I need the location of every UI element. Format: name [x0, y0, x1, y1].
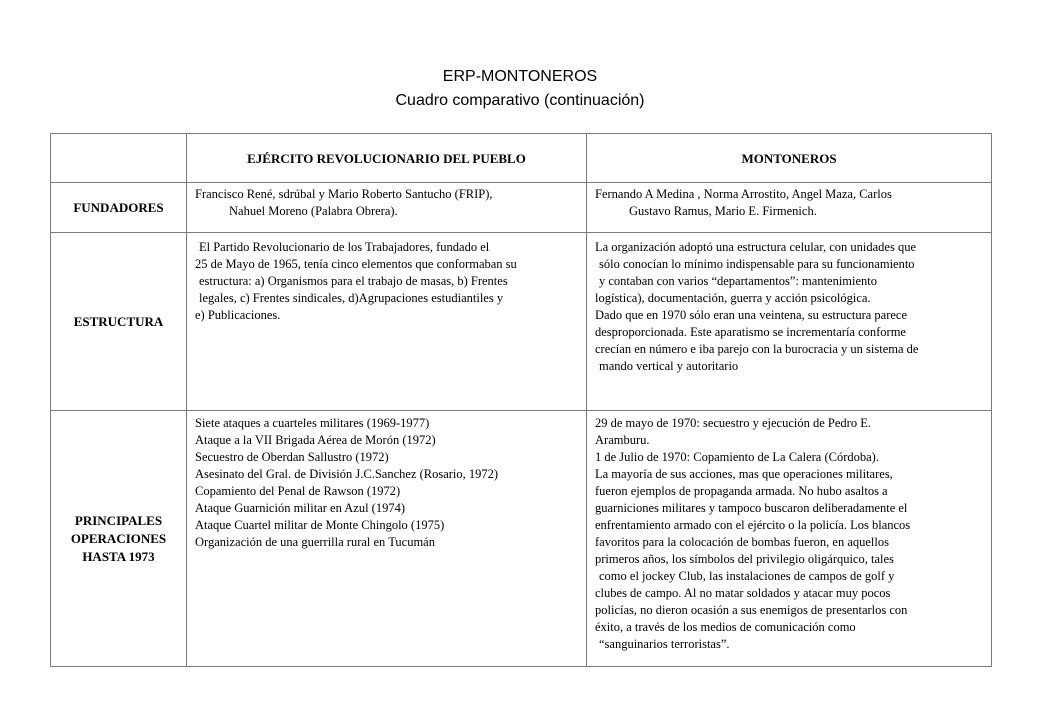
text-line: La mayoría de sus acciones, mas que operaciones militares, — [595, 467, 893, 481]
text-line: Secuestro de Oberdan Sallustro (1972) — [195, 450, 389, 464]
row-label-line: PRINCIPALES — [74, 512, 163, 528]
text-line: sólo conocían lo mínimo indispensable para su funcionamiento — [599, 257, 915, 271]
text-line: 1 de Julio de 1970: Copamiento de La Calera (Córdoba). — [595, 450, 879, 464]
text-line: Fernando A Medina , Norma Arrostito, Angel Maza, Carlos — [595, 187, 892, 201]
table-row-estructura — [51, 233, 992, 411]
text-line: primeros años, los símbolos del privilegio oligárquico, tales — [595, 552, 894, 566]
text-line: logística), documentación, guerra y acción psicológica. — [595, 291, 871, 305]
text-line: enfrentamiento armado con el ejército o la policía. Los blancos — [595, 518, 911, 532]
cell-montoneros-operaciones — [587, 411, 992, 667]
text-line: “sanguinarios terroristas”. — [599, 637, 730, 651]
document-title: ERP-MONTONEROS — [442, 68, 598, 85]
text-line: fueron ejemplos de propaganda armada. No hubo asaltos a — [595, 484, 888, 498]
text-line: Asesinato del Gral. de División J.C.Sanchez (Rosario, 1972) — [195, 467, 499, 481]
cell-erp-operaciones — [187, 411, 587, 667]
text-line: Ataque a la VII Brigada Aérea de Morón (1972) — [195, 433, 436, 447]
text-line: Gustavo Ramus, Mario E. Firmenich. — [629, 204, 817, 218]
text-line: 25 de Mayo de 1965, tenía cinco elementos que conformaban su — [195, 257, 517, 271]
text-line: Francisco René, sdrúbal y Mario Roberto Santucho (FRIP), — [195, 187, 493, 201]
text-line: Aramburu. — [595, 433, 650, 447]
cell-erp-estructura — [187, 233, 587, 411]
text-line: estructura: a) Organismos para el trabajo de masas, b) Frentes — [199, 274, 508, 288]
comparison-table — [50, 133, 992, 667]
row-label-line: OPERACIONES — [70, 530, 167, 546]
row-label-line: HASTA 1973 — [82, 548, 155, 564]
text-line: Organización de una guerrilla rural en Tucumán — [195, 535, 435, 549]
text-line: crecían en número e iba parejo con la burocracia y un sistema de — [595, 342, 919, 356]
text-line: éxito, a través de los medios de comunicación como — [595, 620, 856, 634]
document-subtitle: Cuadro comparativo (continuación) — [395, 92, 645, 109]
text-line: como el jockey Club, las instalaciones de campos de golf y — [599, 569, 895, 583]
text-line: Nahuel Moreno (Palabra Obrera). — [229, 204, 398, 218]
text-line: policías, no dieron ocasión a sus enemigos de presentarlos con — [595, 603, 908, 617]
cell-montoneros-estructura — [587, 233, 992, 411]
table-header-row — [51, 134, 992, 183]
text-line: Dado que en 1970 sólo eran una veintena, su estructura parece — [595, 308, 908, 322]
table-row-fundadores — [51, 183, 992, 233]
row-label-estructura: ESTRUCTURA — [51, 233, 187, 411]
text-line: desproporcionada. Este aparatismo se incrementaría conforme — [595, 325, 906, 339]
header-empty — [51, 134, 187, 183]
table-row-operaciones — [51, 411, 992, 667]
text-line: La organización adoptó una estructura celular, con unidades que — [595, 240, 917, 254]
row-label-operaciones — [51, 411, 187, 667]
text-line: Copamiento del Penal de Rawson (1972) — [195, 484, 401, 498]
cell-montoneros-fundadores — [587, 183, 992, 233]
text-line: Siete ataques a cuarteles militares (1969-1977) — [195, 416, 430, 430]
text-line: guarniciones militares y tampoco buscaron deliberadamente el — [595, 501, 908, 515]
text-line: Ataque Cuartel militar de Monte Chingolo (1975) — [195, 518, 445, 532]
cell-erp-fundadores — [187, 183, 587, 233]
text-line: 29 de mayo de 1970: secuestro y ejecución de Pedro E. — [595, 416, 871, 430]
text-line: y contaban con varios “departamentos”: mantenimiento — [599, 274, 878, 288]
text-line: favoritos para la colocación de bombas fueron, en aquellos — [595, 535, 889, 549]
text-line: e) Publicaciones. — [195, 308, 281, 322]
row-label-fundadores: FUNDADORES — [51, 183, 187, 233]
text-line: clubes de campo. Al no matar soldados y atacar muy pocos — [595, 586, 891, 600]
header-montoneros: MONTONEROS — [587, 134, 992, 183]
header-erp: EJÉRCITO REVOLUCIONARIO DEL PUEBLO — [187, 134, 587, 183]
text-line: El Partido Revolucionario de los Trabajadores, fundado el — [199, 240, 490, 254]
text-line: legales, c) Frentes sindicales, d)Agrupaciones estudiantiles y — [199, 291, 504, 305]
text-line: mando vertical y autoritario — [599, 359, 739, 373]
text-line: Ataque Guarnición militar en Azul (1974) — [195, 501, 406, 515]
